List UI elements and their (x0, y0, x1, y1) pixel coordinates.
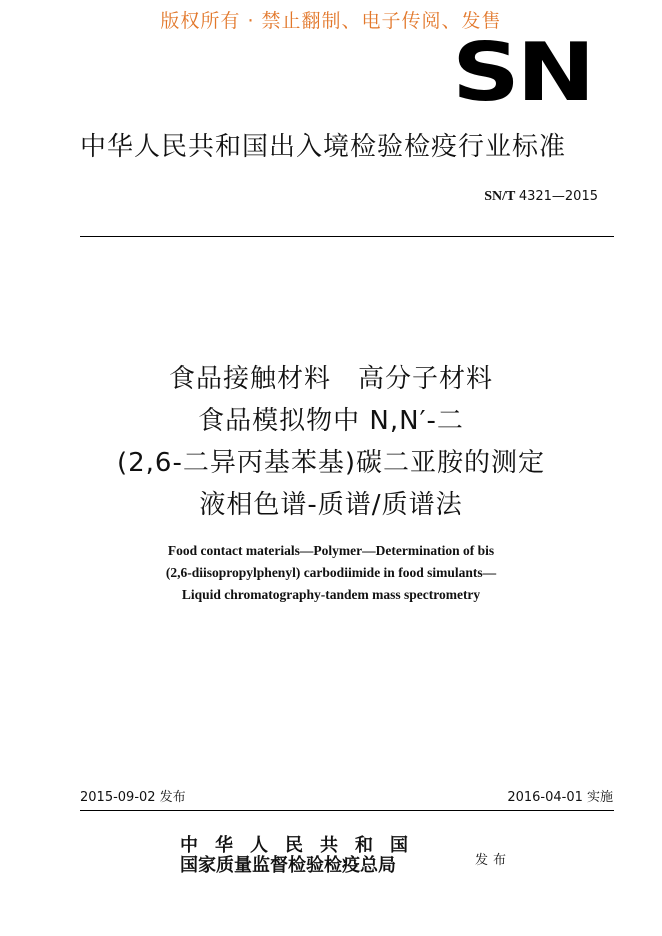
english-title-line-1: Food contact materials—Polymer—Determination of bis (167, 543, 495, 558)
bottom-divider (80, 810, 614, 811)
chinese-title-line-4: 液相色谱-质谱/质谱法 (199, 490, 463, 520)
copyright-text-part2: 禁止翻制、电子传阅、发售 (261, 10, 502, 32)
english-title (0, 540, 662, 606)
copyright-text-part1: 版权所有 · (160, 10, 262, 32)
issuer-line-2: 国家质量监督检验检疫总局 (180, 855, 396, 876)
english-title-line-2: (2,6-diisopropylphenyl) carbodiimide in food simulants— (165, 565, 497, 580)
issue-date: 2015-09-02 发布 (80, 790, 186, 805)
chinese-title-line-1: 食品接触材料 高分子材料 (168, 364, 493, 394)
standard-number-value: 4321—2015 (518, 189, 598, 204)
issuer-line-1: 中华人民共和国 (180, 835, 425, 856)
top-divider (80, 236, 614, 237)
issuer-suffix: 发布 (475, 853, 512, 868)
standard-number (484, 189, 598, 205)
chinese-title (0, 358, 662, 526)
sn-logo: SN (452, 26, 592, 119)
chinese-title-line-3: (2,6-二异丙基苯基)碳二亚胺的测定 (116, 448, 546, 478)
implementation-date: 2016-04-01 实施 (507, 790, 613, 805)
issuing-authority (180, 836, 425, 876)
standard-code: SN/T (484, 189, 516, 204)
english-title-line-3: Liquid chromatography-tandem mass spectrometry (181, 587, 481, 602)
chinese-title-line-2: 食品模拟物中 N,N′-二 (198, 406, 464, 436)
industry-standard-title: 中华人民共和国出入境检验检疫行业标准 (80, 132, 567, 162)
